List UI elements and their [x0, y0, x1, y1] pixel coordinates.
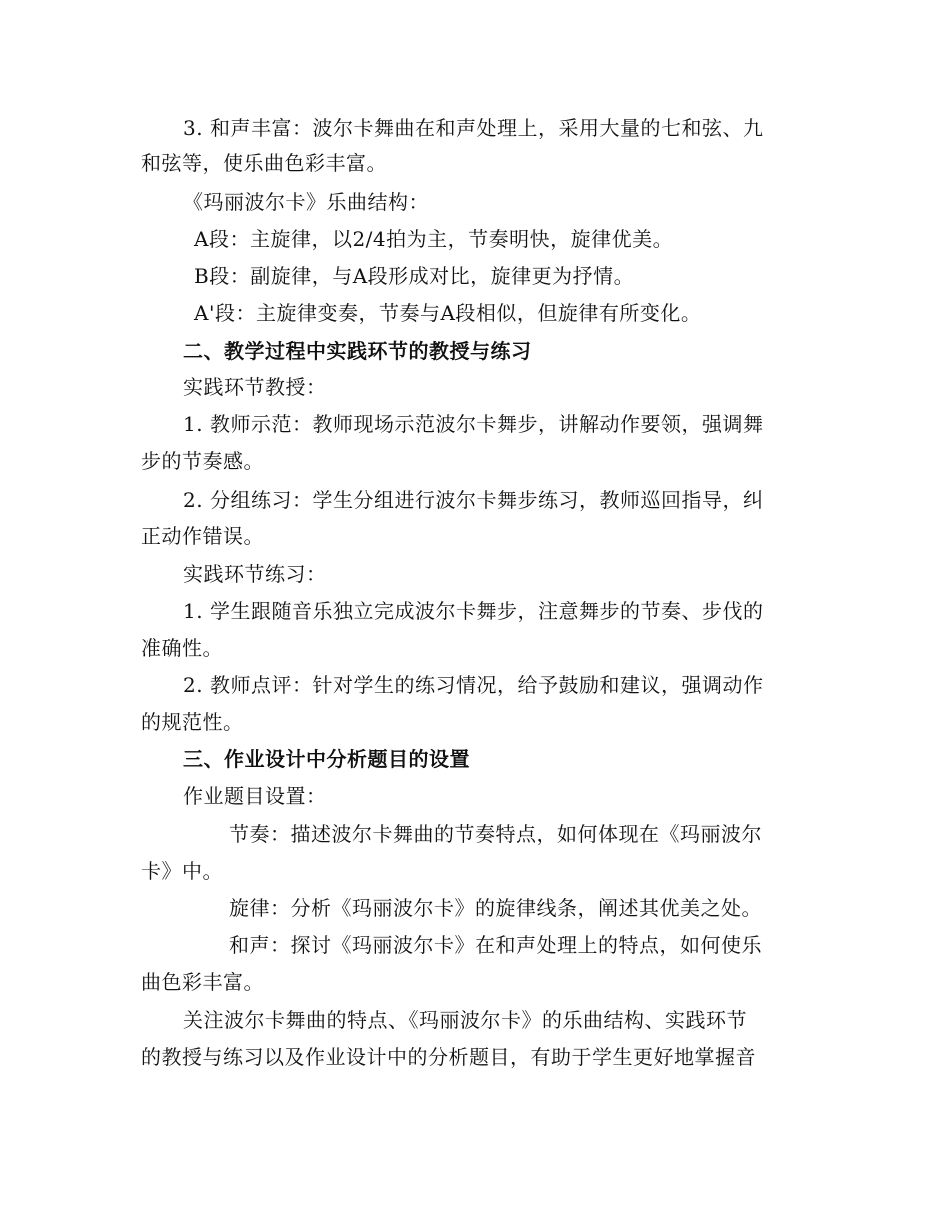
teacher-review-line-1: 2. 教师点评：针对学生的练习情况，给予鼓励和建议，强调动作	[183, 673, 764, 697]
rhythm-task-line-1: 节奏：描述波尔卡舞曲的节奏特点，如何体现在《玛丽波尔	[229, 822, 762, 846]
melody-task: 旋律：分析《玛丽波尔卡》的旋律线条，阐述其优美之处。	[229, 896, 762, 920]
rhythm-task-line-2: 卡》中。	[141, 859, 223, 883]
teacher-review-line-2: 的规范性。	[141, 710, 244, 734]
structure-heading: 《玛丽波尔卡》乐曲结构：	[183, 190, 429, 214]
teacher-demo-line-2: 步的节奏感。	[141, 449, 264, 473]
group-practice-line-1: 2. 分组练习：学生分组进行波尔卡舞步练习，教师巡回指导，纠	[183, 488, 764, 512]
section-heading-2: 二、教学过程中实践环节的教授与练习	[183, 339, 532, 363]
homework-label: 作业题目设置：	[183, 784, 327, 808]
harmony-task-line-1: 和声：探讨《玛丽波尔卡》在和声处理上的特点，如何使乐	[229, 933, 762, 957]
teacher-demo-line-1: 1. 教师示范：教师现场示范波尔卡舞步，讲解动作要领，强调舞	[183, 412, 764, 436]
student-practice-line-2: 准确性。	[141, 636, 223, 660]
section-heading-3: 三、作业设计中分析题目的设置	[183, 747, 470, 771]
practice-teaching-label: 实践环节教授：	[183, 375, 327, 399]
practice-exercise-label: 实践环节练习：	[183, 562, 327, 586]
student-practice-line-1: 1. 学生跟随音乐独立完成波尔卡舞步，注意舞步的节奏、步伐的	[183, 599, 764, 623]
summary-line-1: 关注波尔卡舞曲的特点、《玛丽波尔卡》的乐曲结构、实践环节	[183, 1008, 747, 1032]
section-a-text: A段：主旋律，以2/4拍为主，节奏明快，旋律优美。	[194, 227, 674, 251]
section-b-text: B段：副旋律，与A段形成对比，旋律更为抒情。	[194, 264, 635, 288]
group-practice-line-2: 正动作错误。	[141, 524, 264, 548]
section-a-prime-text: A'段：主旋律变奏，节奏与A段相似，但旋律有所变化。	[194, 301, 702, 325]
harmony-task-line-2: 曲色彩丰富。	[141, 970, 264, 994]
summary-line-2: 的教授与练习以及作业设计中的分析题目，有助于学生更好地掌握音	[141, 1045, 756, 1069]
paragraph-harmony-line-2: 和弦等，使乐曲色彩丰富。	[141, 151, 387, 175]
paragraph-harmony-line-1: 3. 和声丰富：波尔卡舞曲在和声处理上，采用大量的七和弦、九	[183, 116, 764, 140]
